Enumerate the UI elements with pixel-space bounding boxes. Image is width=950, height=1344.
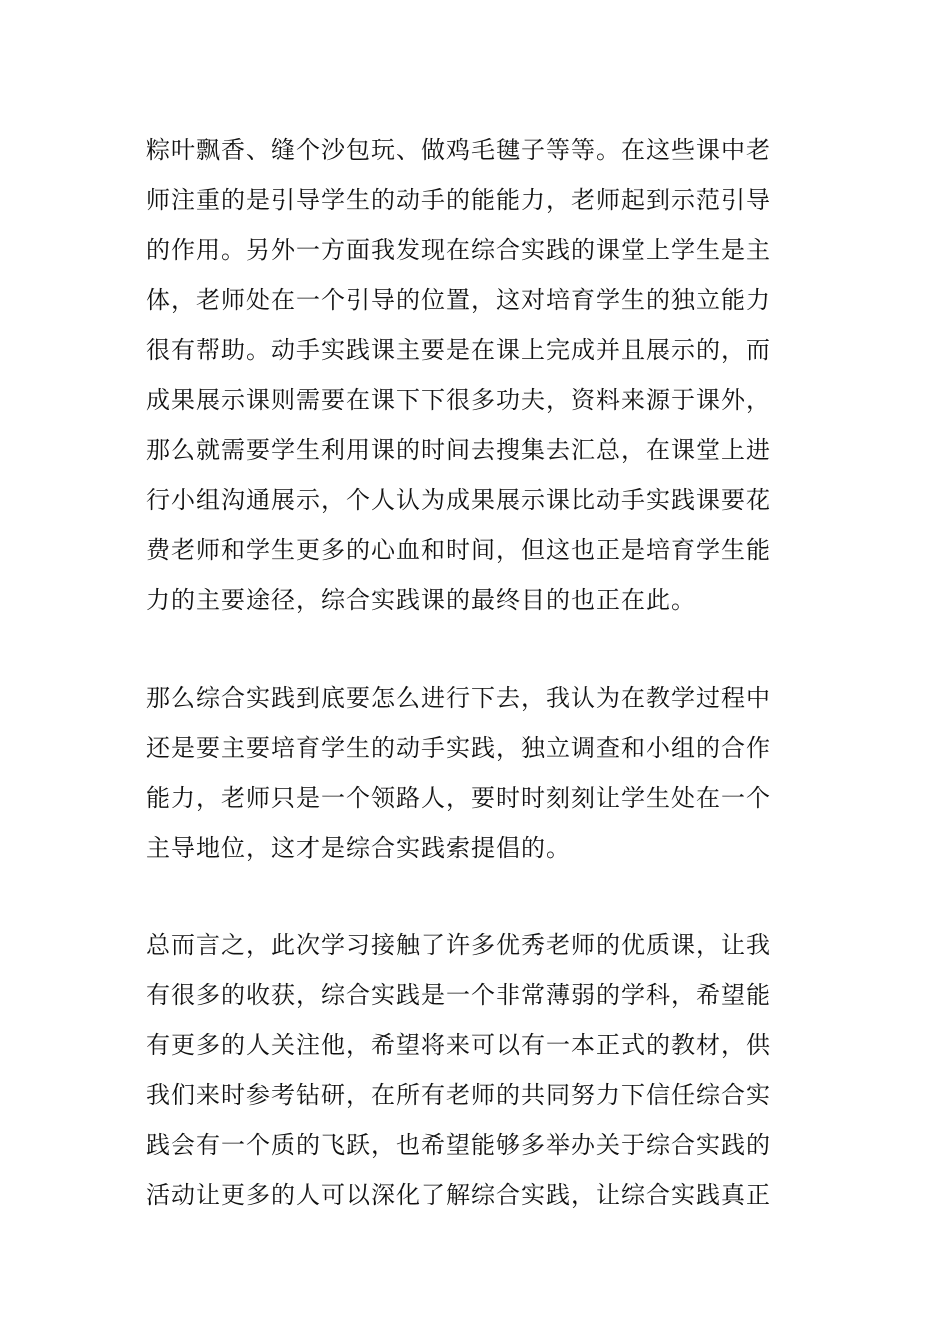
- text-line: 有更多的人关注他，希望将来可以有一本正式的教材，供: [146, 1031, 771, 1059]
- text-line: 的作用。另外一方面我发现在综合实践的课堂上学生是主: [146, 236, 771, 264]
- paragraph-3: [146, 920, 816, 1220]
- text-line: 费老师和学生更多的心血和时间，但这也正是培育学生能: [146, 536, 771, 564]
- text-line: 总而言之，此次学习接触了许多优秀老师的优质课，让我: [146, 931, 771, 959]
- text-line: 很有帮助。动手实践课主要是在课上完成并且展示的，而: [146, 336, 771, 364]
- text-line: 活动让更多的人可以深化了解综合实践，让综合实践真正: [146, 1181, 771, 1209]
- paragraph-1: [146, 125, 816, 625]
- text-line: 行小组沟通展示，个人认为成果展示课比动手实践课要花: [146, 486, 771, 514]
- text-line: 有很多的收获，综合实践是一个非常薄弱的学科，希望能: [146, 981, 771, 1009]
- text-line: 体，老师处在一个引导的位置，这对培育学生的独立能力: [146, 286, 771, 314]
- text-line: 粽叶飘香、缝个沙包玩、做鸡毛毽子等等。在这些课中老: [146, 136, 771, 164]
- text-line: 力的主要途径，综合实践课的最终目的也正在此。: [146, 586, 696, 614]
- paragraph-2: [146, 673, 816, 873]
- text-line: 成果展示课则需要在课下下很多功夫，资料来源于课外，: [146, 386, 771, 414]
- text-line: 师注重的是引导学生的动手的能能力，老师起到示范引导: [146, 186, 771, 214]
- text-line: 那么就需要学生利用课的时间去搜集去汇总，在课堂上进: [146, 436, 771, 464]
- text-line: 主导地位，这才是综合实践索提倡的。: [146, 834, 571, 862]
- text-line: 那么综合实践到底要怎么进行下去，我认为在教学过程中: [146, 684, 771, 712]
- text-line: 践会有一个质的飞跃，也希望能够多举办关于综合实践的: [146, 1131, 771, 1159]
- text-line: 还是要主要培育学生的动手实践，独立调查和小组的合作: [146, 734, 771, 762]
- text-line: 我们来时参考钻研，在所有老师的共同努力下信任综合实: [146, 1081, 771, 1109]
- text-line: 能力，老师只是一个领路人，要时时刻刻让学生处在一个: [146, 784, 771, 812]
